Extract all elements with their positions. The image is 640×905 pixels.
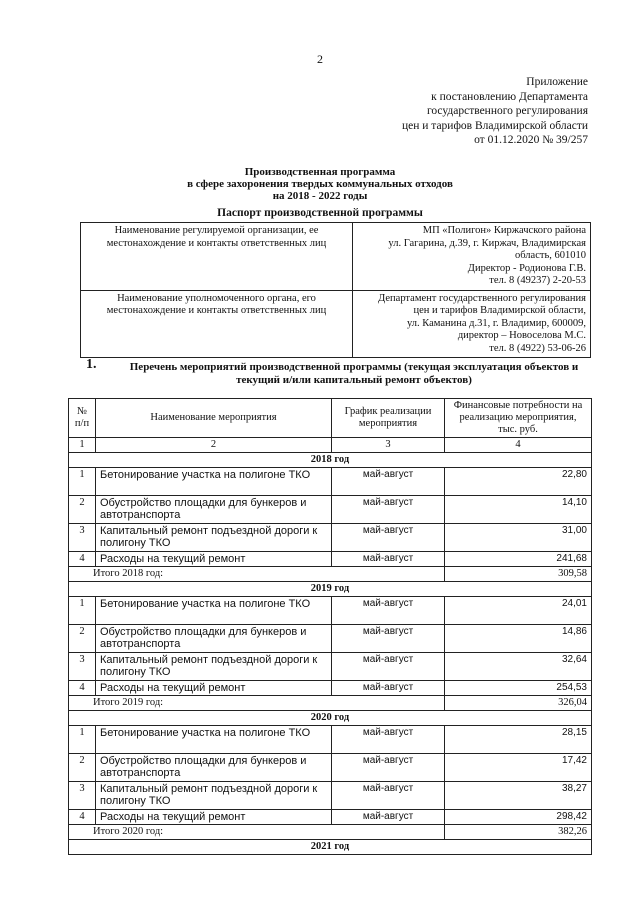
activity-schedule: май-август <box>332 782 445 810</box>
year-total-label: Итого 2019 год: <box>69 696 445 711</box>
activity-amount: 28,15 <box>445 726 592 754</box>
appendix-line: Приложение <box>526 76 588 88</box>
passport-label-line: местонахождение и контакты ответственных лиц <box>106 237 327 249</box>
title-line: Производственная программа <box>244 166 396 178</box>
year-cell: 2020 год <box>69 711 592 726</box>
passport-value-line: ул. Гагарина, д.39, г. Киржач, Владимирская <box>388 237 586 249</box>
passport-value-cell <box>353 290 591 358</box>
appendix-line: к постановлению Департамента <box>431 90 588 103</box>
passport-value-line: тел. 8 (4922) 53-06-26 <box>489 342 586 354</box>
passport-value-line: область, 601010 <box>514 250 586 261</box>
section-heading <box>86 357 604 387</box>
year-row <box>69 711 592 726</box>
passport-label-line: местонахождение и контакты ответственных лиц <box>106 305 327 316</box>
row-number: 2 <box>69 754 96 782</box>
year-cell: 2021 год <box>69 840 592 855</box>
year-total-row <box>69 567 592 582</box>
activity-name: Капитальный ремонт подъездной дороги к полигону ТКО <box>96 524 332 552</box>
activity-name: Обустройство площадки для бункеров и автотранспорта <box>96 625 332 653</box>
title-line: в сфере захоронения твердых коммунальных отходов <box>187 178 453 190</box>
table-row <box>69 597 592 625</box>
activity-amount: 17,42 <box>445 754 592 782</box>
row-number: 2 <box>69 496 96 524</box>
table-row <box>69 625 592 653</box>
table-row <box>69 653 592 681</box>
section-number: 1. <box>86 357 97 372</box>
year-cell: 2018 год <box>69 453 592 468</box>
activity-name: Обустройство площадки для бункеров и автотранспорта <box>96 754 332 782</box>
column-number-cell: 3 <box>332 438 445 453</box>
table-row <box>69 754 592 782</box>
activity-amount: 298,42 <box>445 810 592 825</box>
row-number: 4 <box>69 552 96 567</box>
activity-amount: 38,27 <box>445 782 592 810</box>
row-number: 3 <box>69 782 96 810</box>
activity-name: Бетонирование участка на полигоне ТКО <box>96 726 332 754</box>
passport-value-cell <box>353 223 591 291</box>
row-number: 2 <box>69 625 96 653</box>
passport-value-line: тел. 8 (49237) 2-20-53 <box>489 275 586 286</box>
table-row <box>69 726 592 754</box>
activity-schedule: май-август <box>332 681 445 696</box>
activity-name: Бетонирование участка на полигоне ТКО <box>96 597 332 625</box>
year-total-label: Итого 2018 год: <box>69 567 445 582</box>
column-number-cell: 2 <box>96 438 332 453</box>
activity-name: Обустройство площадки для бункеров и автотранспорта <box>96 496 332 524</box>
page-number: 2 <box>317 52 323 66</box>
activity-schedule: май-август <box>332 496 445 524</box>
table-row <box>69 524 592 552</box>
row-number: 4 <box>69 810 96 825</box>
row-number: 3 <box>69 524 96 552</box>
row-number: 3 <box>69 653 96 681</box>
row-number: 1 <box>69 597 96 625</box>
header-cell-name: Наименование мероприятия <box>96 399 332 438</box>
activity-schedule: май-август <box>332 468 445 496</box>
activity-name: Капитальный ремонт подъездной дороги к полигону ТКО <box>96 653 332 681</box>
activity-name: Расходы на текущий ремонт <box>96 810 332 825</box>
appendix-block <box>402 75 588 148</box>
year-row <box>69 582 592 597</box>
column-number-row <box>69 438 592 453</box>
passport-label-line: Наименование регулируемой организации, ее <box>114 225 319 236</box>
passport-value-line: Директор - Родионова Г.В. <box>467 262 586 274</box>
passport-label-cell <box>81 290 353 358</box>
appendix-line: государственного регулирования <box>426 105 588 117</box>
passport-label-cell <box>81 223 353 291</box>
header-cell-amount: Финансовые потребности на реализацию мероприятия, тыс. руб. <box>445 399 592 438</box>
table-header-row <box>69 399 592 438</box>
year-total-label: Итого 2020 год: <box>69 825 445 840</box>
passport-label-line: Наименование уполномоченного органа, его <box>117 292 316 304</box>
header-cell-schedule: График реализации мероприятия <box>332 399 445 438</box>
activity-schedule: май-август <box>332 653 445 681</box>
table-row <box>69 810 592 825</box>
activity-amount: 32,64 <box>445 653 592 681</box>
activity-name: Расходы на текущий ремонт <box>96 681 332 696</box>
year-total-row <box>69 696 592 711</box>
activity-schedule: май-август <box>332 552 445 567</box>
passport-table <box>80 222 591 358</box>
activity-amount: 14,86 <box>445 625 592 653</box>
activity-schedule: май-август <box>332 597 445 625</box>
activity-schedule: май-август <box>332 524 445 552</box>
activity-amount: 31,00 <box>445 524 592 552</box>
activity-name: Бетонирование участка на полигоне ТКО <box>96 468 332 496</box>
activity-schedule: май-август <box>332 754 445 782</box>
table-row <box>69 782 592 810</box>
document-title <box>0 166 640 202</box>
year-row <box>69 453 592 468</box>
passport-row <box>81 290 591 358</box>
header-cell-number: № п/п <box>69 399 96 438</box>
activity-name: Капитальный ремонт подъездной дороги к полигону ТКО <box>96 782 332 810</box>
row-number: 4 <box>69 681 96 696</box>
year-total-amount: 382,26 <box>445 825 592 840</box>
passport-value-line: цен и тарифов Владимирской области, <box>413 305 586 316</box>
activity-amount: 254,53 <box>445 681 592 696</box>
appendix-line: от 01.12.2020 № 39/257 <box>474 134 588 146</box>
title-line: на 2018 - 2022 годы <box>272 190 368 202</box>
year-total-row <box>69 825 592 840</box>
appendix-line: цен и тарифов Владимирской области <box>401 119 588 132</box>
activity-amount: 22,80 <box>445 468 592 496</box>
section-title-line: Перечень мероприятий производственной программы (текущая эксплуатация объектов и <box>129 361 579 373</box>
activity-schedule: май-август <box>332 726 445 754</box>
activity-amount: 241,68 <box>445 552 592 567</box>
activity-schedule: май-август <box>332 810 445 825</box>
passport-value-line: ул. Каманина д.31, г. Владимир, 600009, <box>406 317 586 329</box>
passport-heading: Паспорт производственной программы <box>217 207 423 219</box>
activity-name: Расходы на текущий ремонт <box>96 552 332 567</box>
year-cell: 2019 год <box>69 582 592 597</box>
table-row <box>69 468 592 496</box>
passport-row <box>81 223 591 291</box>
year-row <box>69 840 592 855</box>
column-number-cell: 4 <box>445 438 592 453</box>
passport-value-line: МП «Полигон» Киржачского района <box>422 225 586 236</box>
activity-amount: 14,10 <box>445 496 592 524</box>
year-total-amount: 326,04 <box>445 696 592 711</box>
passport-value-line: директор – Новоселова М.С. <box>457 330 586 341</box>
year-total-amount: 309,58 <box>445 567 592 582</box>
table-row <box>69 496 592 524</box>
column-number-cell: 1 <box>69 438 96 453</box>
row-number: 1 <box>69 468 96 496</box>
table-row <box>69 552 592 567</box>
activities-table <box>68 398 592 855</box>
activity-schedule: май-август <box>332 625 445 653</box>
row-number: 1 <box>69 726 96 754</box>
passport-value-line: Департамент государственного регулирования <box>378 292 586 304</box>
section-title-line: текущий и/или капитальный ремонт объектов) <box>236 374 472 386</box>
activity-amount: 24,01 <box>445 597 592 625</box>
table-row <box>69 681 592 696</box>
